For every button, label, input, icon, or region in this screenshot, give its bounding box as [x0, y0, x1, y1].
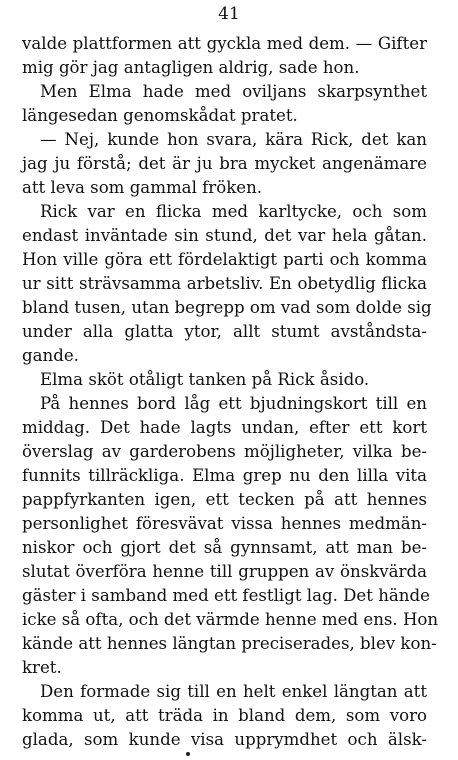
text-line: middag. Det hade lagts undan, efter ett kort [22, 418, 427, 437]
text-line: funnits tillräckliga. Elma grep nu den lilla vita [22, 466, 427, 485]
text-line: längesedan genomskådat pratet. [22, 106, 298, 125]
text-line: pappfyrkanten igen, ett tecken på att hennes [22, 490, 427, 509]
text-line: att leva som gammal fröken. [22, 178, 263, 197]
text-line: glada, som kunde visa upprymdhet och älsk- [22, 730, 427, 749]
text-line: överslag av garderobens möjligheter, vilka be- [22, 442, 427, 461]
text-line: ur sitt strävsamma arbetsliv. En obetydlig flicka [22, 274, 427, 293]
text-line: bland tusen, utan begrepp om vad som dolde sig [22, 298, 432, 317]
text-line: endast inväntade sin stund, det var hela gåtan. [22, 226, 427, 245]
text-line: Elma sköt otåligt tanken på Rick åsido. [40, 370, 370, 389]
text-line: Hon ville göra ett fördelaktigt parti och komma [22, 250, 427, 269]
text-line: kret. [22, 658, 62, 677]
text-line: kände att hennes längtan preciserades, blev kon- [22, 634, 437, 653]
text-line: gäster i samband med ett festligt lag. Det hände [22, 586, 430, 605]
text-line: personlighet föresvävat vissa hennes medmän- [22, 514, 427, 533]
text-line: valde plattformen att gyckla med dem. — Gifter [22, 34, 427, 53]
page-mark [186, 752, 190, 756]
text-line: icke så ofta, och det värmde henne med ens. Hon [22, 610, 439, 629]
text-line: gande. [22, 346, 79, 365]
text-line: Men Elma hade med oviljans skarpsynthet [40, 82, 427, 101]
text-line: under alla glatta ytor, allt stumt avståndsta- [22, 322, 427, 341]
text-line: jag ju förstå; det är ju bra mycket angenämare [22, 154, 427, 173]
text-line: slutat överföra henne till gruppen av önskvärda [22, 562, 427, 581]
text-line: Den formade sig till en helt enkel längtan att [40, 682, 427, 701]
text-line: På hennes bord låg ett bjudningskort till en [40, 394, 427, 413]
text-line: komma ut, att träda in bland dem, som voro [22, 706, 427, 725]
text-line: mig gör jag antagligen aldrig, sade hon. [22, 58, 360, 77]
page-number: 41 [218, 4, 240, 24]
text-line: — Nej, kunde hon svara, kära Rick, det kan [40, 130, 427, 149]
text-line: niskor och gjort det så gynnsamt, att man be- [22, 538, 427, 557]
text-line: Rick var en flicka med karltycke, och som [40, 202, 427, 221]
